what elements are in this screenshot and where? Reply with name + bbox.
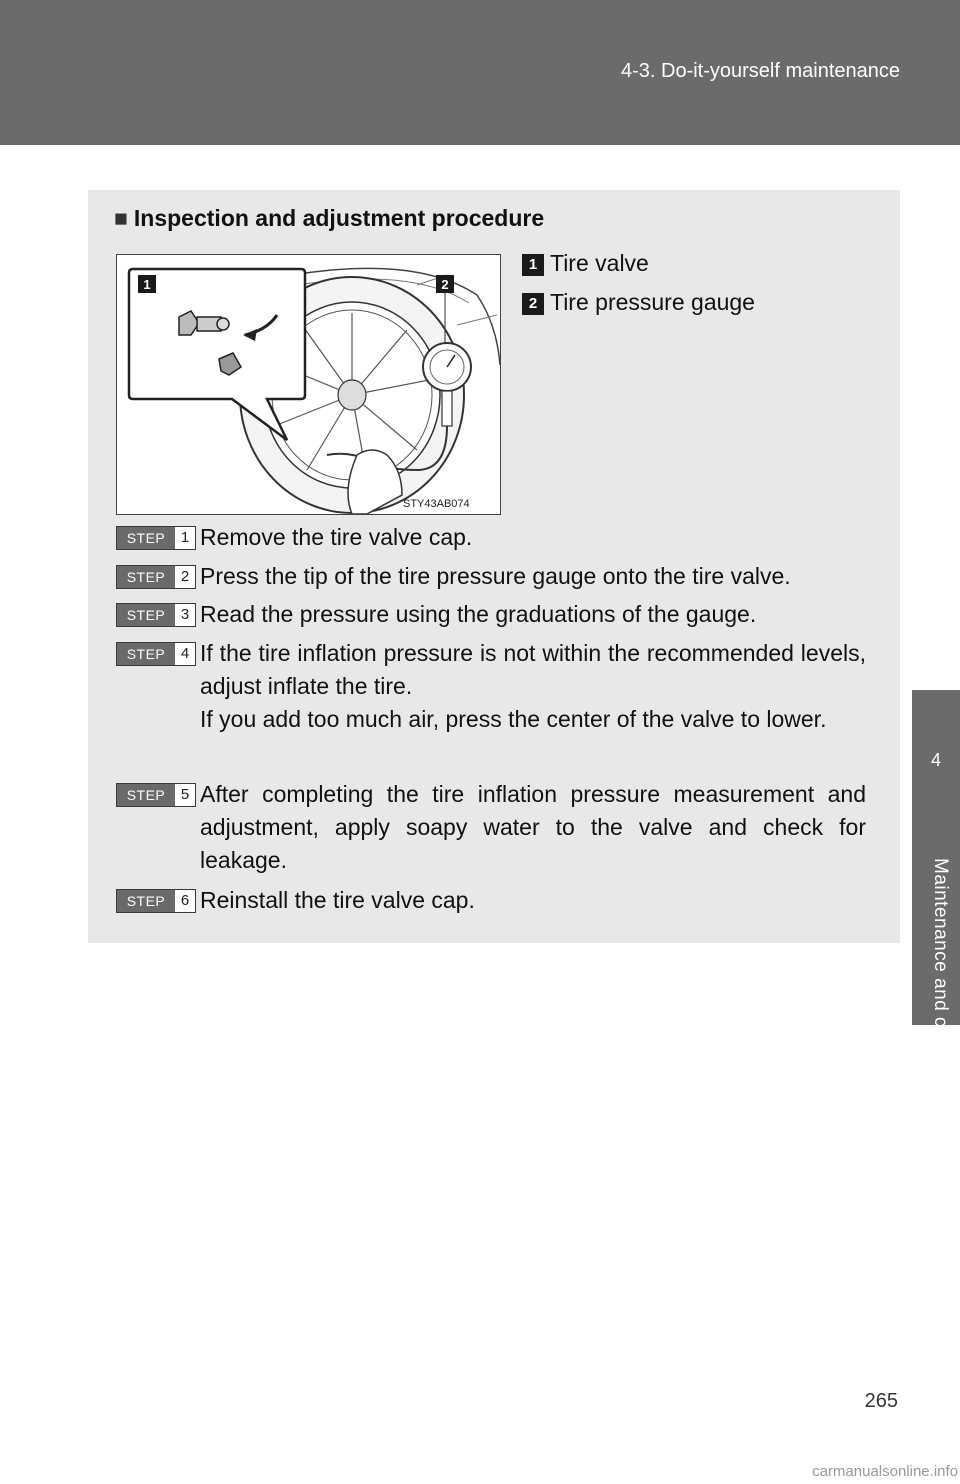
callout-2: 2 (441, 277, 449, 292)
step-badge (116, 642, 196, 666)
page-number: 265 (864, 1390, 898, 1412)
step-word: STEP (117, 566, 175, 588)
step-badge (116, 889, 196, 913)
tire-illustration (116, 254, 501, 515)
step-word: STEP (117, 784, 175, 806)
step-text (200, 598, 866, 631)
section-breadcrumb: 4-3. Do-it-yourself maintenance (620, 60, 900, 82)
step-word: STEP (117, 527, 175, 549)
step-line: Remove the tire valve cap. (200, 524, 473, 550)
step-badge (116, 603, 196, 627)
step-word: STEP (117, 890, 175, 912)
step-text (200, 560, 866, 593)
step-line: Press the tip of the tire pressure gauge onto the tire valve. (200, 563, 791, 589)
step-text (200, 637, 866, 736)
legend-label: Tire pressure gauge (550, 289, 755, 315)
step-line: If you add too much air, press the center of the valve to lower. (200, 706, 827, 732)
step-text (200, 884, 866, 917)
legend-badge: 2 (522, 293, 544, 315)
legend-item-tire-valve (522, 250, 649, 277)
legend-badge: 1 (522, 254, 544, 276)
step-line: Read the pressure using the graduations of the gauge. (200, 601, 757, 627)
section-heading (114, 205, 544, 232)
callout-1: 1 (143, 277, 151, 292)
step-number: 3 (175, 604, 195, 626)
legend-label: Tire valve (550, 250, 649, 276)
tire-drawing (117, 255, 500, 514)
legend-item-pressure-gauge (522, 289, 755, 316)
page-header (0, 0, 960, 145)
step-number: 6 (175, 890, 195, 912)
step-number: 1 (175, 527, 195, 549)
chapter-label: Maintenance and care (930, 858, 951, 1057)
step-text (200, 778, 866, 877)
step-badge (116, 783, 196, 807)
step-text (200, 521, 866, 554)
heading-bullet: ■ (114, 205, 128, 231)
illustration-code: STY43AB074 (403, 498, 470, 510)
step-number: 2 (175, 566, 195, 588)
step-word: STEP (117, 643, 175, 665)
step-line: Reinstall the tire valve cap. (200, 887, 475, 913)
step-word: STEP (117, 604, 175, 626)
step-line: After completing the tire inflation pressure measurement and adjustment, apply soapy water to the valve and check for leakage. (200, 781, 866, 873)
step-badge (116, 565, 196, 589)
step-badge (116, 526, 196, 550)
step-line: If the tire inflation pressure is not within the recommended levels, adjust inflate the tire. (200, 640, 866, 699)
step-number: 5 (175, 784, 195, 806)
watermark[interactable]: carmanualsonline.info (812, 1463, 958, 1480)
step-number: 4 (175, 643, 195, 665)
heading-text: Inspection and adjustment procedure (133, 205, 545, 231)
chapter-number: 4 (930, 750, 941, 770)
